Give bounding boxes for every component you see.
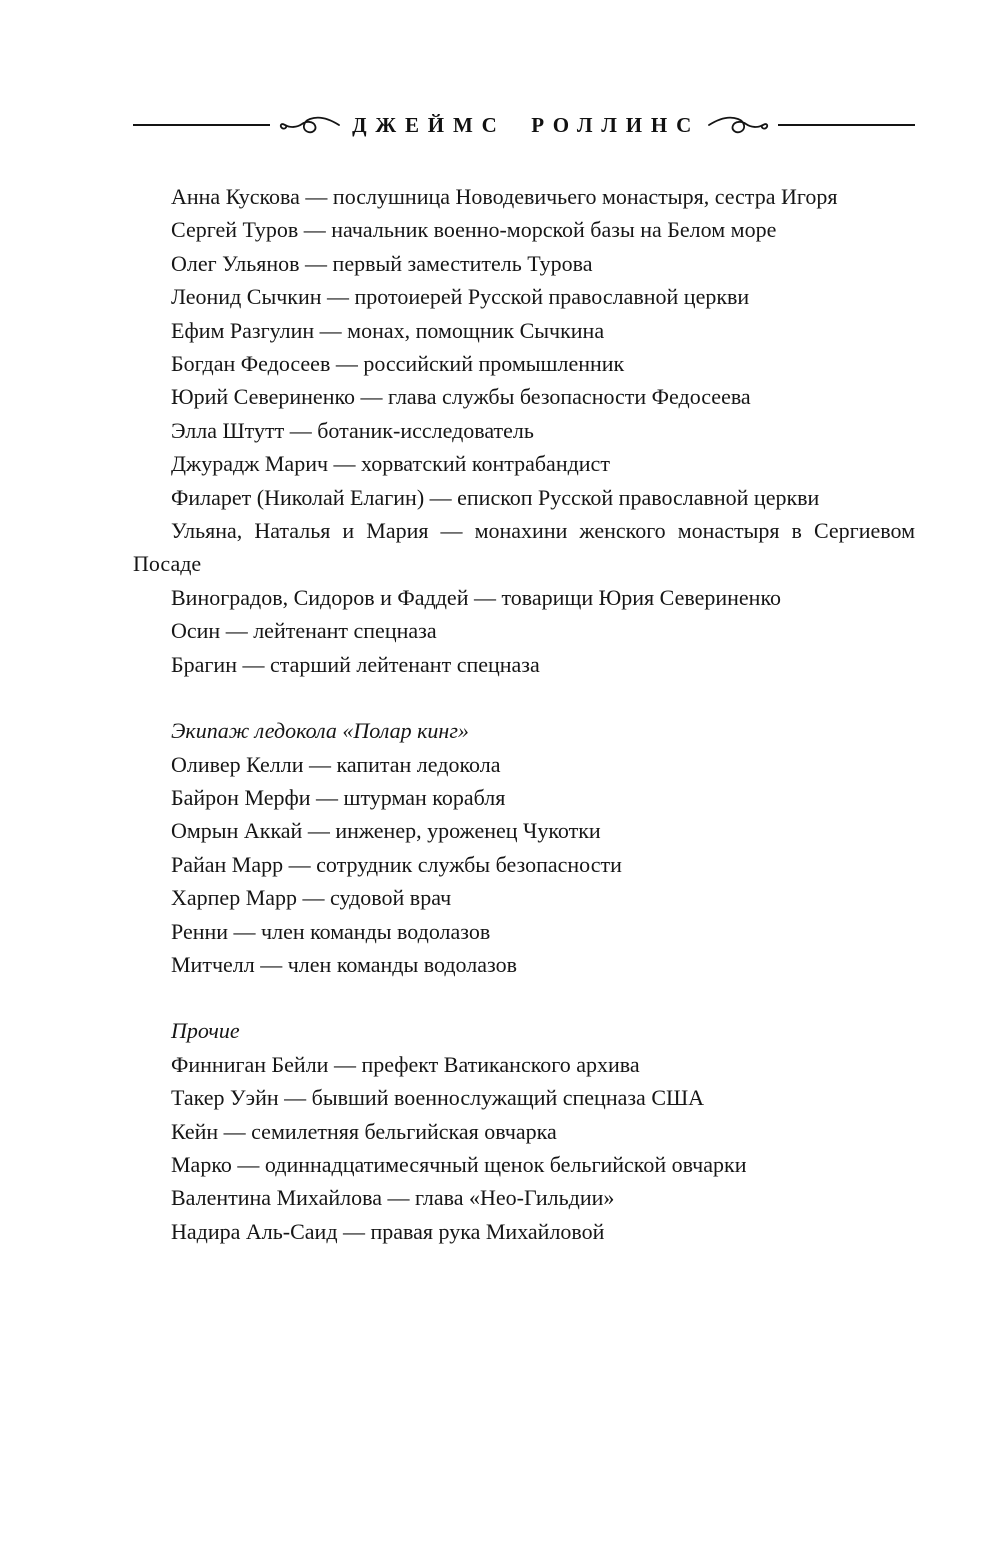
character-entry: Осин — лейтенант спецназа	[171, 618, 437, 644]
character-list	[133, 180, 915, 1248]
character-entry: Валентина Михайлова — глава «Нео-Гильдии»	[171, 1185, 615, 1211]
page-title: ДЖЕЙМС РОЛЛИНС	[352, 112, 701, 137]
section-others	[133, 1014, 915, 1248]
character-entry: Олег Ульянов — первый заместитель Турова	[171, 250, 593, 276]
page-header	[133, 112, 915, 138]
character-entry: Филарет (Николай Елагин) — епископ Русской православной церкви	[171, 484, 820, 510]
character-entry: Марко — одиннадцатимесячный щенок бельгийской овчарки	[171, 1151, 747, 1177]
character-entry: Харпер Марр — судовой врач	[171, 885, 452, 911]
section-heading-others: Прочие	[171, 1018, 240, 1044]
character-entry: Ефим Разгулин — монах, помощник Сычкина	[171, 317, 605, 343]
character-entry: Омрын Аккай — инженер, уроженец Чукотки	[171, 818, 601, 844]
character-entry: Кейн — семилетняя бельгийская овчарка	[171, 1118, 557, 1144]
section-heading-crew: Экипаж ледокола «Полар кинг»	[171, 718, 469, 744]
section-main-characters	[133, 180, 915, 681]
flourish-right-icon	[708, 112, 770, 138]
character-entry: Анна Кускова — послушница Новодевичьего монастыря, сестра Игоря	[171, 184, 838, 209]
character-entry: Оливер Келли — капитан ледокола	[171, 751, 501, 777]
character-entry: Ульяна, Наталья и Мария — монахини женского монастыря в Сергиевом Посаде	[133, 518, 915, 577]
header-rule-right	[778, 124, 915, 126]
character-entry: Юрий Севериненко — глава службы безопасности Федосеева	[171, 384, 751, 410]
flourish-left-icon	[278, 112, 340, 138]
character-entry: Такер Уэйн — бывший военнослужащий спецназа США	[171, 1085, 705, 1111]
character-entry: Байрон Мерфи — штурман корабля	[171, 784, 506, 810]
character-entry: Ренни — член команды водолазов	[171, 918, 491, 944]
character-entry: Сергей Туров — начальник военно-морской базы на Белом море	[171, 217, 777, 243]
character-entry: Надира Аль-Саид — правая рука Михайловой	[171, 1218, 605, 1244]
header-rule-left	[133, 124, 270, 126]
character-entry: Богдан Федосеев — российский промышленник	[171, 351, 625, 377]
character-entry: Митчелл — член команды водолазов	[171, 951, 517, 977]
character-entry: Леонид Сычкин — протоиерей Русской православной церкви	[171, 284, 750, 310]
character-entry: Джурадж Марич — хорватский контрабандист	[171, 451, 610, 477]
section-icebreaker-crew	[133, 714, 915, 981]
character-entry: Брагин — старший лейтенант спецназа	[171, 651, 540, 677]
character-entry: Виноградов, Сидоров и Фаддей — товарищи Юрия Севериненко	[171, 584, 782, 610]
character-entry: Райан Марр — сотрудник службы безопасности	[171, 851, 622, 877]
character-entry: Элла Штутт — ботаник-исследователь	[171, 417, 534, 443]
character-entry: Финниган Бейли — префект Ватиканского архива	[171, 1051, 640, 1077]
